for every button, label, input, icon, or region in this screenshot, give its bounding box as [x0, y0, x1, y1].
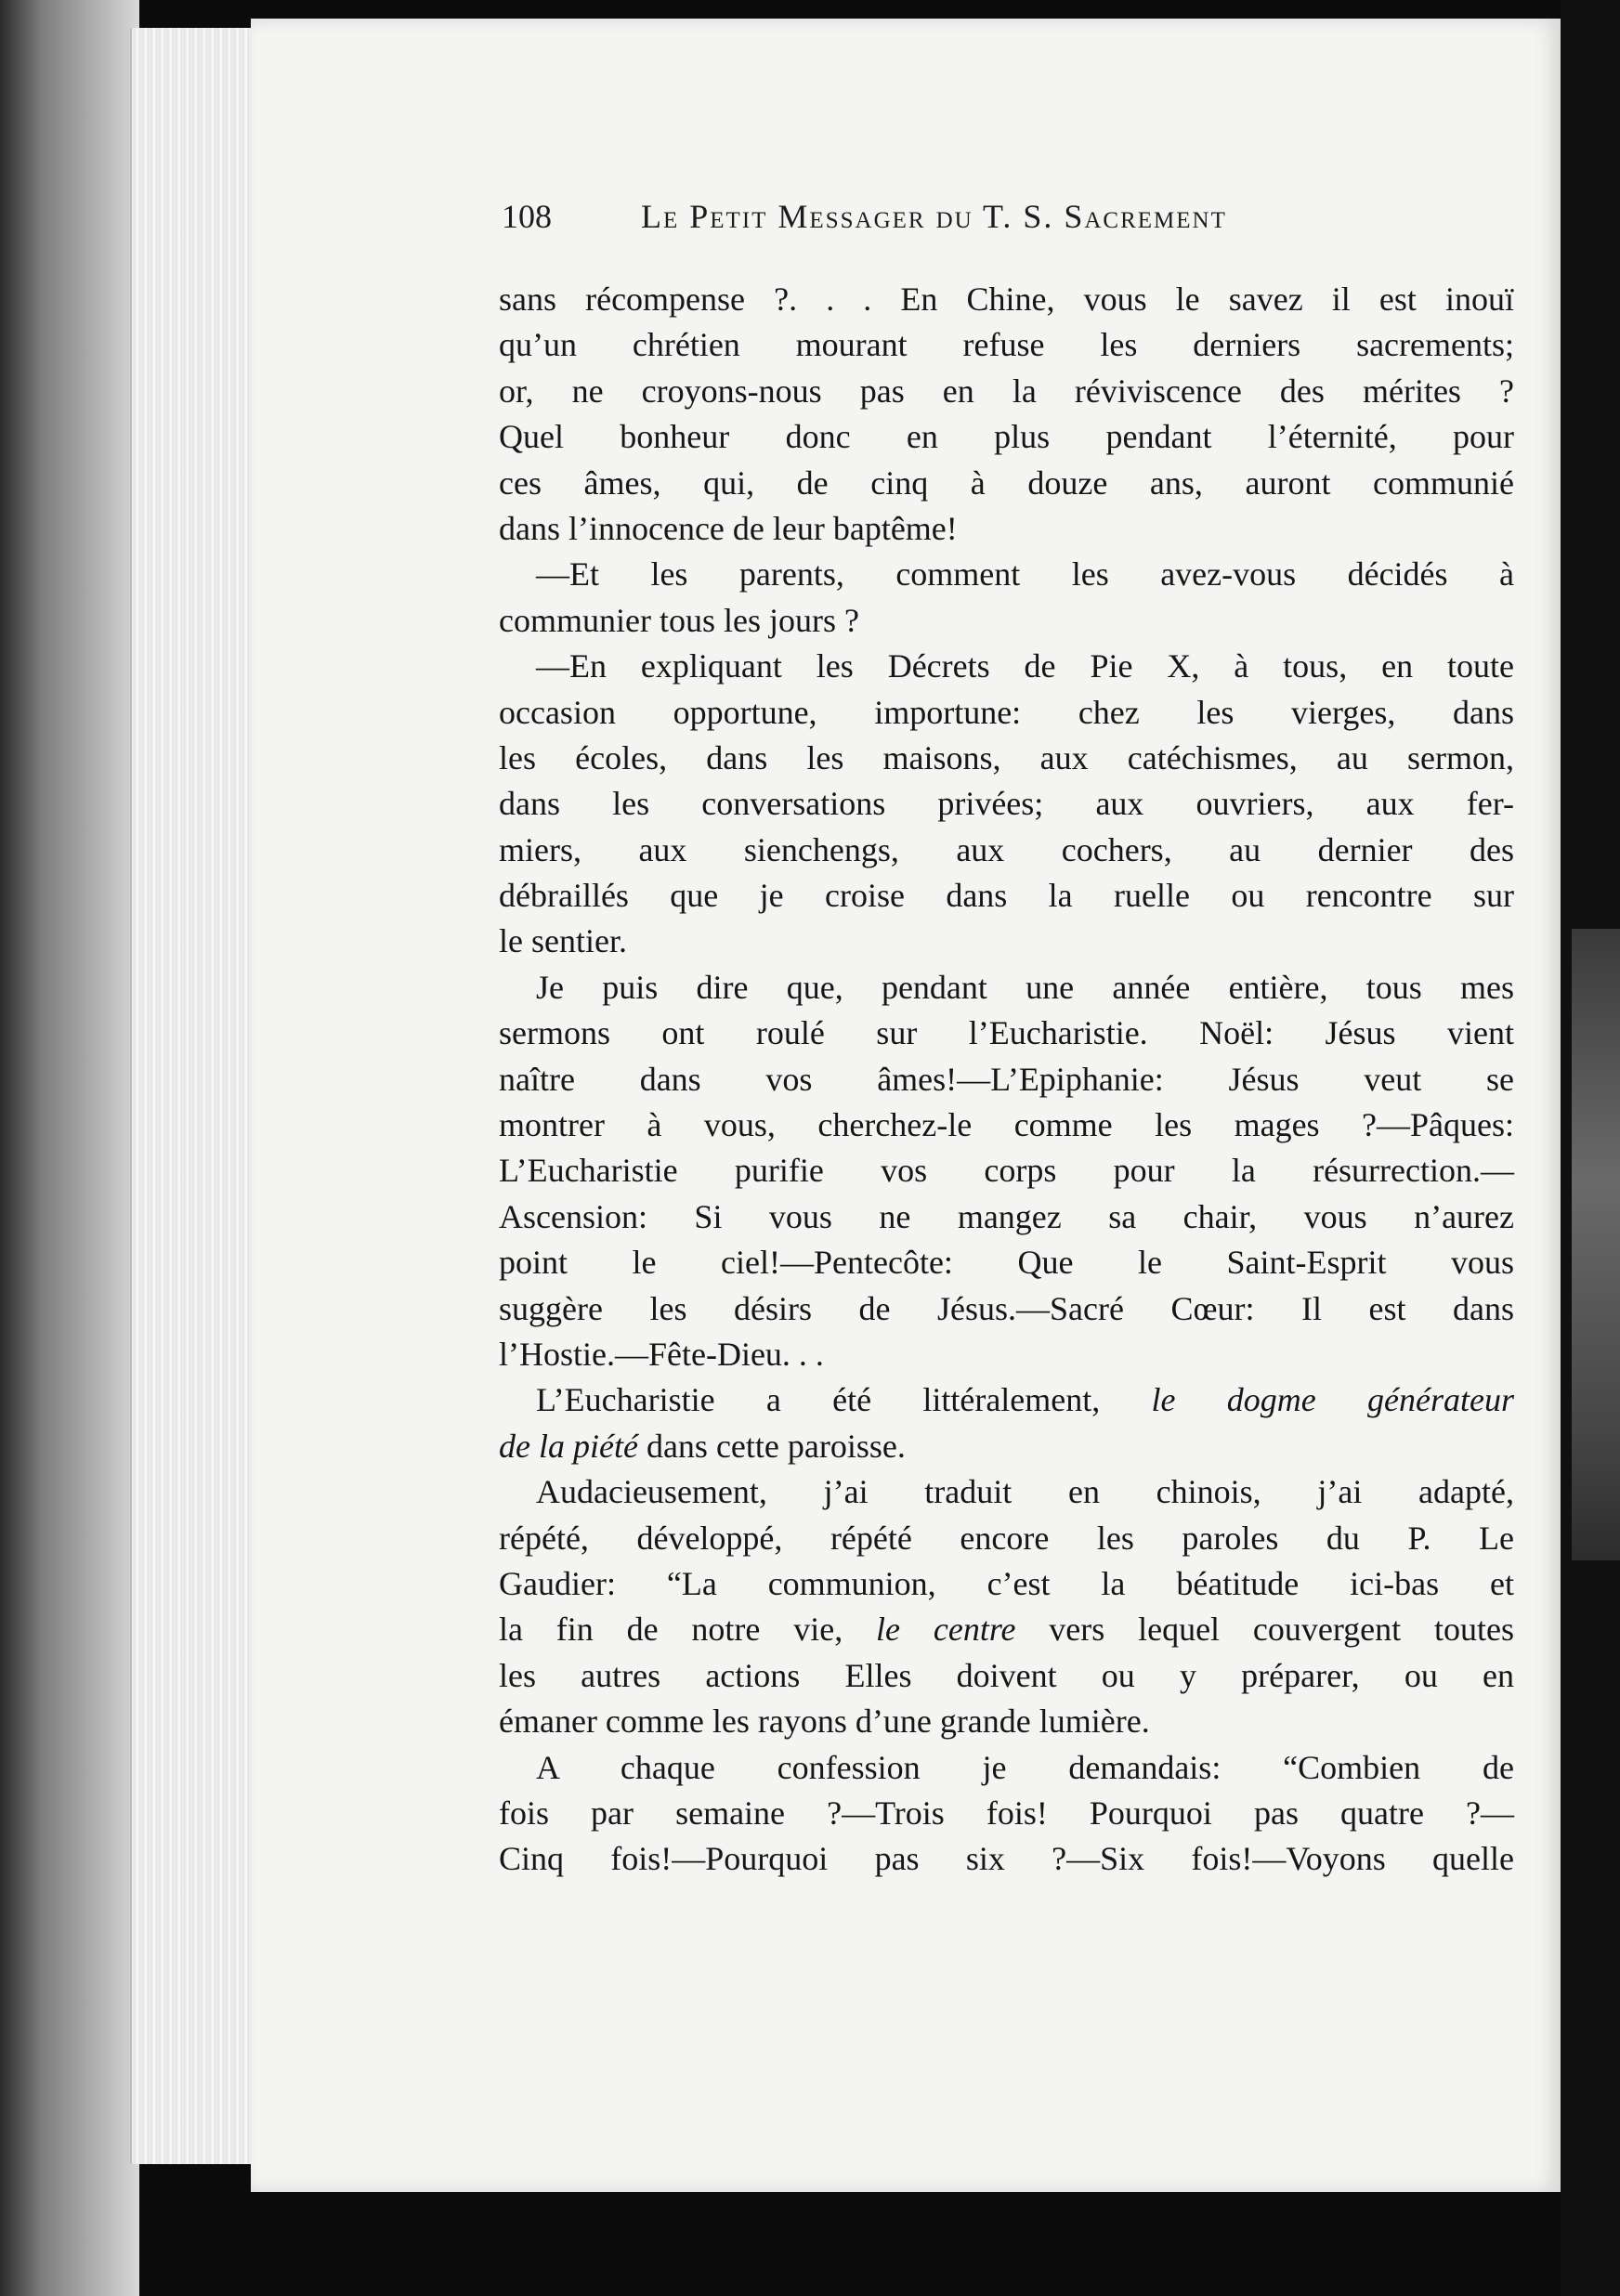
text-line: sermons ont roulé sur l’Eucharistie. Noël: Jésus vient	[499, 1014, 1514, 1052]
text-line: qu’un chrétien mourant refuse les derniers sacrements;	[499, 326, 1514, 364]
text-line: occasion opportune, importune: chez les vierges, dans	[499, 693, 1514, 731]
text-line: Audacieusement, j’ai traduit en chinois, j’ai adapté,	[536, 1473, 1514, 1511]
text-line: l’Hostie.—Fête-Dieu. . .	[499, 1335, 824, 1373]
text-line: dans les conversations privées; aux ouvriers, aux fer-	[499, 785, 1514, 823]
text-line: suggère les désirs de Jésus.—Sacré Cœur: Il est dans	[499, 1289, 1514, 1327]
text-line: ces âmes, qui, de cinq à douze ans, auront communié	[499, 463, 1514, 502]
text-line: point le ciel!—Pentecôte: Que le Saint-Esprit vous	[499, 1244, 1514, 1282]
facing-page-strip	[1572, 929, 1620, 1560]
text-line	[499, 1424, 1514, 1469]
text-line: Gaudier: “La communion, c’est la béatitude ici-bas et	[499, 1564, 1514, 1602]
running-title: Le Petit Messager du T. S. Sacrement	[641, 198, 1227, 235]
text-line: Je puis dire que, pendant une année entière, tous mes	[536, 968, 1514, 1006]
italic-phrase: le centre	[876, 1611, 1016, 1649]
text-line: A chaque confession je demandais: “Combien de	[536, 1748, 1514, 1786]
text-line	[499, 1377, 1514, 1423]
line-text: L’Eucharistie a été littéralement,	[536, 1381, 1152, 1419]
text-line: Cinq fois!—Pourquoi pas six ?—Six fois!—Voyons quelle	[499, 1840, 1514, 1878]
line-text: dans cette paroisse.	[637, 1427, 906, 1465]
page-number: 108	[502, 198, 552, 235]
italic-phrase: de la piété	[499, 1427, 638, 1465]
text-line: communier tous les jours ?	[499, 601, 859, 639]
text-line: —En expliquant les Décrets de Pie X, à tous, en toute	[536, 647, 1514, 685]
italic-phrase: le dogme générateur	[1151, 1381, 1514, 1419]
text-line: les autres actions Elles doivent ou y préparer, ou en	[499, 1656, 1514, 1694]
text-line: le sentier.	[499, 922, 627, 960]
page-header	[502, 197, 1533, 236]
text-line: sans récompense ?. . . En Chine, vous le savez il est inouï	[499, 280, 1514, 318]
text-line: dans l’innocence de leur baptême!	[499, 509, 958, 547]
text-line: les écoles, dans les maisons, aux catéchismes, au sermon,	[499, 738, 1514, 776]
text-line: naître dans vos âmes!—L’Epiphanie: Jésus veut se	[499, 1060, 1514, 1098]
body-text	[499, 277, 1514, 1883]
text-line: montrer à vous, cherchez-le comme les mages ?—Pâques:	[499, 1106, 1514, 1144]
text-line: miers, aux sienchengs, aux cochers, au dernier des	[499, 830, 1514, 868]
text-line: Quel bonheur donc en plus pendant l’éternité, pour	[499, 418, 1514, 456]
line-text: la fin de notre vie,	[499, 1611, 877, 1649]
text-line: —Et les parents, comment les avez-vous décidés à	[536, 555, 1514, 594]
book-left-edge	[0, 0, 139, 2296]
text-line	[499, 1607, 1514, 1652]
text-line: répété, développé, répété encore les paroles du P. Le	[499, 1519, 1514, 1557]
text-line: L’Eucharistie purifie vos corps pour la résurrection.—	[499, 1152, 1514, 1190]
line-text: vers lequel couvergent toutes	[1015, 1611, 1514, 1649]
text-line: or, ne croyons-nous pas en la réviviscence des mérites ?	[499, 372, 1514, 410]
text-line: débraillés que je croise dans la ruelle ou rencontre sur	[499, 877, 1514, 915]
text-line: fois par semaine ?—Trois fois! Pourquoi pas quatre ?—	[499, 1794, 1514, 1832]
text-line: Ascension: Si vous ne mangez sa chair, vous n’aurez	[499, 1197, 1514, 1235]
text-line: émaner comme les rayons d’une grande lumière.	[499, 1702, 1150, 1741]
